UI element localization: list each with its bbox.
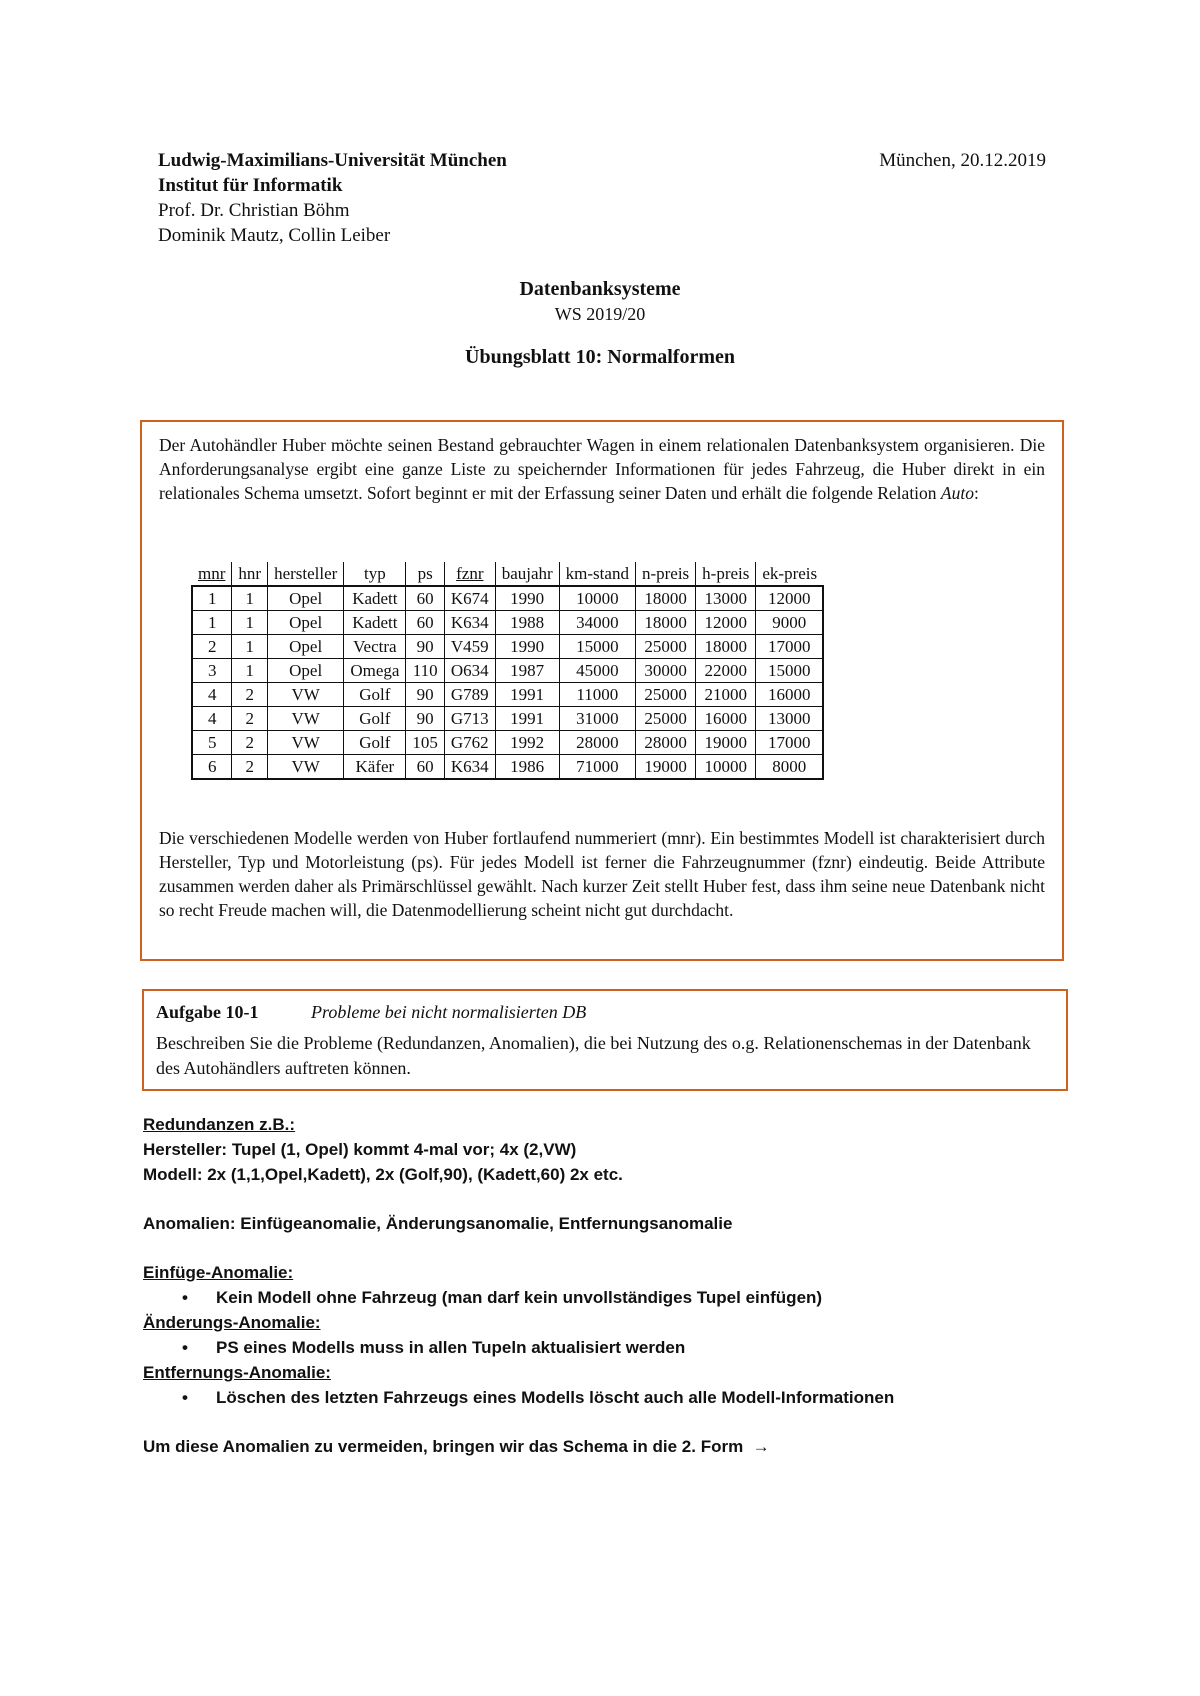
- table-cell: 1: [232, 586, 268, 611]
- column-header: mnr: [192, 562, 232, 586]
- table-cell: K674: [444, 586, 495, 611]
- table-cell: VW: [268, 755, 344, 780]
- table-cell: 1991: [495, 683, 559, 707]
- table-cell: 9000: [756, 611, 823, 635]
- table-cell: 10000: [559, 586, 635, 611]
- column-header: ek-preis: [756, 562, 823, 586]
- table-cell: 4: [192, 683, 232, 707]
- redundancy-line: Hersteller: Tupel (1, Opel) kommt 4-mal vor; 4x (2,VW): [143, 1140, 577, 1159]
- professor-name: Prof. Dr. Christian Böhm: [158, 200, 350, 221]
- bullet-icon: •: [182, 1388, 188, 1407]
- answer-section: [143, 1112, 1083, 1459]
- table-cell: 2: [232, 683, 268, 707]
- table-cell: 16000: [756, 683, 823, 707]
- table-cell: 1: [192, 611, 232, 635]
- auto-relation-table: [191, 562, 824, 780]
- institute-name: Institut für Informatik: [158, 175, 343, 196]
- table-cell: Vectra: [344, 635, 406, 659]
- table-cell: 16000: [696, 707, 756, 731]
- table-cell: G762: [444, 731, 495, 755]
- table-cell: G789: [444, 683, 495, 707]
- table-cell: Golf: [344, 707, 406, 731]
- column-header: typ: [344, 562, 406, 586]
- sheet-title: Übungsblatt 10: Normalformen: [465, 346, 735, 368]
- table-row: [192, 635, 823, 659]
- table-row: [192, 731, 823, 755]
- list-item: • Löschen des letzten Fahrzeugs eines Modells löscht auch alle Modell-Informationen: [143, 1385, 1083, 1410]
- table-cell: 2: [192, 635, 232, 659]
- bullet-icon: •: [182, 1338, 188, 1357]
- table-cell: 30000: [635, 659, 695, 683]
- intro-text: Der Autohändler Huber möchte seinen Bestand gebrauchter Wagen in einem relationalen Datenbanksystem organisieren. Die Anforderungsanalyse ergibt eine ganze Liste zu speichernder Informationen für jedes Fahrzeug, die Huber direkt in ein relationales Schema umsetzt. Sofort beginnt er mit der Erfassung seiner Daten und erhält die folgende Relation: [159, 435, 1045, 503]
- column-header: fznr: [444, 562, 495, 586]
- task-title: Probleme bei nicht normalisierten DB: [311, 1002, 587, 1022]
- table-cell: 19000: [635, 755, 695, 780]
- table-cell: 90: [406, 635, 445, 659]
- table-header-row: [192, 562, 823, 586]
- table-cell: 17000: [756, 635, 823, 659]
- table-cell: 45000: [559, 659, 635, 683]
- task-box: [142, 989, 1068, 1091]
- anomalies-line: Anomalien: Einfügeanomalie, Änderungsanomalie, Entfernungsanomalie: [143, 1214, 733, 1233]
- column-header: baujahr: [495, 562, 559, 586]
- document-header: [158, 148, 1046, 248]
- table-cell: 2: [232, 755, 268, 780]
- table-cell: 13000: [696, 586, 756, 611]
- table-cell: G713: [444, 707, 495, 731]
- table-row: [192, 586, 823, 611]
- table-cell: K634: [444, 755, 495, 780]
- table-cell: 25000: [635, 635, 695, 659]
- bullet-icon: •: [182, 1288, 188, 1307]
- table-cell: 18000: [635, 611, 695, 635]
- table-cell: VW: [268, 731, 344, 755]
- table-cell: 60: [406, 755, 445, 780]
- table-cell: 1991: [495, 707, 559, 731]
- table-cell: 22000: [696, 659, 756, 683]
- table-cell: Kadett: [344, 611, 406, 635]
- table-cell: 11000: [559, 683, 635, 707]
- list-item: • PS eines Modells muss in allen Tupeln aktualisiert werden: [143, 1335, 1083, 1360]
- table-cell: Opel: [268, 635, 344, 659]
- course-title: Datenbanksysteme: [519, 278, 681, 300]
- table-cell: 90: [406, 683, 445, 707]
- table-cell: 60: [406, 586, 445, 611]
- column-header: km-stand: [559, 562, 635, 586]
- table-cell: 1: [232, 635, 268, 659]
- table-cell: 18000: [635, 586, 695, 611]
- table-cell: Omega: [344, 659, 406, 683]
- table-cell: 1990: [495, 635, 559, 659]
- table-cell: VW: [268, 707, 344, 731]
- document-date: München, 20.12.2019: [879, 150, 1046, 171]
- table-cell: K634: [444, 611, 495, 635]
- table-cell: 28000: [635, 731, 695, 755]
- task-label: Aufgabe 10-1: [156, 1002, 259, 1022]
- relation-name: Auto: [940, 483, 974, 503]
- redundancy-heading: Redundanzen z.B.:: [143, 1115, 296, 1134]
- table-cell: 1990: [495, 586, 559, 611]
- intro-paragraph: Der Autohändler Huber möchte seinen Bestand gebrauchter Wagen in einem relationalen Datenbanksystem organisieren. Die Anforderungsanalyse ergibt eine ganze Liste zu speichernder Informationen für jedes Fahrzeug, die Huber direkt in ein relationales Schema umsetzt. Sofort beginnt er mit der Erfassung seiner Daten und erhält die folgende Relation Auto:: [159, 435, 1045, 503]
- column-header: hnr: [232, 562, 268, 586]
- table-cell: 31000: [559, 707, 635, 731]
- table-row: [192, 611, 823, 635]
- university-name: Ludwig-Maximilians-Universität München: [158, 150, 507, 171]
- table-body: [192, 586, 823, 779]
- table-cell: 15000: [559, 635, 635, 659]
- task-description: Beschreiben Sie die Probleme (Redundanzen, Anomalien), die bei Nutzung des o.g. Relationenschemas in der Datenbank des Autohändlers auftreten können.: [156, 1033, 1031, 1078]
- table-cell: 2: [232, 707, 268, 731]
- table-row: [192, 659, 823, 683]
- table-cell: 5: [192, 731, 232, 755]
- table-cell: 21000: [696, 683, 756, 707]
- table-cell: VW: [268, 683, 344, 707]
- update-anomaly-heading: Änderungs-Anomalie:: [143, 1313, 321, 1332]
- assistant-names: Dominik Mautz, Collin Leiber: [158, 225, 391, 246]
- table-cell: 8000: [756, 755, 823, 780]
- table-cell: Golf: [344, 683, 406, 707]
- table-cell: 4: [192, 707, 232, 731]
- table-cell: O634: [444, 659, 495, 683]
- column-header: hersteller: [268, 562, 344, 586]
- intro-followup-paragraph: Die verschiedenen Modelle werden von Huber fortlaufend nummeriert (mnr). Ein bestimmtes Modell ist charakterisiert durch Hersteller, Typ und Motorleistung (ps). Für jedes Modell ist ferner die Fahrzeugnummer (fznr) eindeutig. Beide Attribute zusammen werden daher als Primärschlüssel gewählt. Nach kurzer Zeit stellt Huber fest, dass ihm seine neue Datenbank nicht so recht Freude machen will, die Datenmodellierung scheint nicht gut durchdacht.: [159, 828, 1045, 920]
- table-cell: 90: [406, 707, 445, 731]
- table-cell: 10000: [696, 755, 756, 780]
- table-row: [192, 755, 823, 780]
- table-cell: V459: [444, 635, 495, 659]
- table-cell: 25000: [635, 707, 695, 731]
- table-cell: 1: [232, 611, 268, 635]
- table-cell: 18000: [696, 635, 756, 659]
- table-cell: 13000: [756, 707, 823, 731]
- arrow-right-icon: →: [752, 1437, 770, 1456]
- semester: WS 2019/20: [554, 304, 646, 324]
- table-cell: 34000: [559, 611, 635, 635]
- table-cell: 25000: [635, 683, 695, 707]
- insert-anomaly-heading: Einfüge-Anomalie:: [143, 1263, 294, 1282]
- table-cell: 28000: [559, 731, 635, 755]
- table-cell: 17000: [756, 731, 823, 755]
- table-cell: Opel: [268, 611, 344, 635]
- table-row: [192, 707, 823, 731]
- table-cell: 1: [232, 659, 268, 683]
- table-cell: 110: [406, 659, 445, 683]
- table-cell: Opel: [268, 586, 344, 611]
- delete-anomaly-heading: Entfernungs-Anomalie:: [143, 1363, 331, 1382]
- table-cell: 1987: [495, 659, 559, 683]
- redundancy-line: Modell: 2x (1,1,Opel,Kadett), 2x (Golf,90), (Kadett,60) 2x etc.: [143, 1165, 623, 1184]
- column-header: h-preis: [696, 562, 756, 586]
- task-heading: [156, 999, 1054, 1025]
- table-cell: Kadett: [344, 586, 406, 611]
- table-cell: 60: [406, 611, 445, 635]
- table-cell: 1992: [495, 731, 559, 755]
- column-header: n-preis: [635, 562, 695, 586]
- conclusion-line: Um diese Anomalien zu vermeiden, bringen wir das Schema in die 2. Form →: [143, 1437, 770, 1456]
- table-cell: Golf: [344, 731, 406, 755]
- table-cell: 2: [232, 731, 268, 755]
- table-cell: 1: [192, 586, 232, 611]
- table-cell: 1988: [495, 611, 559, 635]
- table-cell: 105: [406, 731, 445, 755]
- table-cell: 3: [192, 659, 232, 683]
- table-cell: 15000: [756, 659, 823, 683]
- table-row: [192, 683, 823, 707]
- table-cell: 12000: [756, 586, 823, 611]
- column-header: ps: [406, 562, 445, 586]
- table-cell: 71000: [559, 755, 635, 780]
- table-cell: 19000: [696, 731, 756, 755]
- table-cell: Opel: [268, 659, 344, 683]
- table-cell: 1986: [495, 755, 559, 780]
- title-block: [0, 276, 1200, 369]
- table-cell: Käfer: [344, 755, 406, 780]
- table-cell: 6: [192, 755, 232, 780]
- table-cell: 12000: [696, 611, 756, 635]
- list-item: • Kein Modell ohne Fahrzeug (man darf kein unvollständiges Tupel einfügen): [143, 1285, 1083, 1310]
